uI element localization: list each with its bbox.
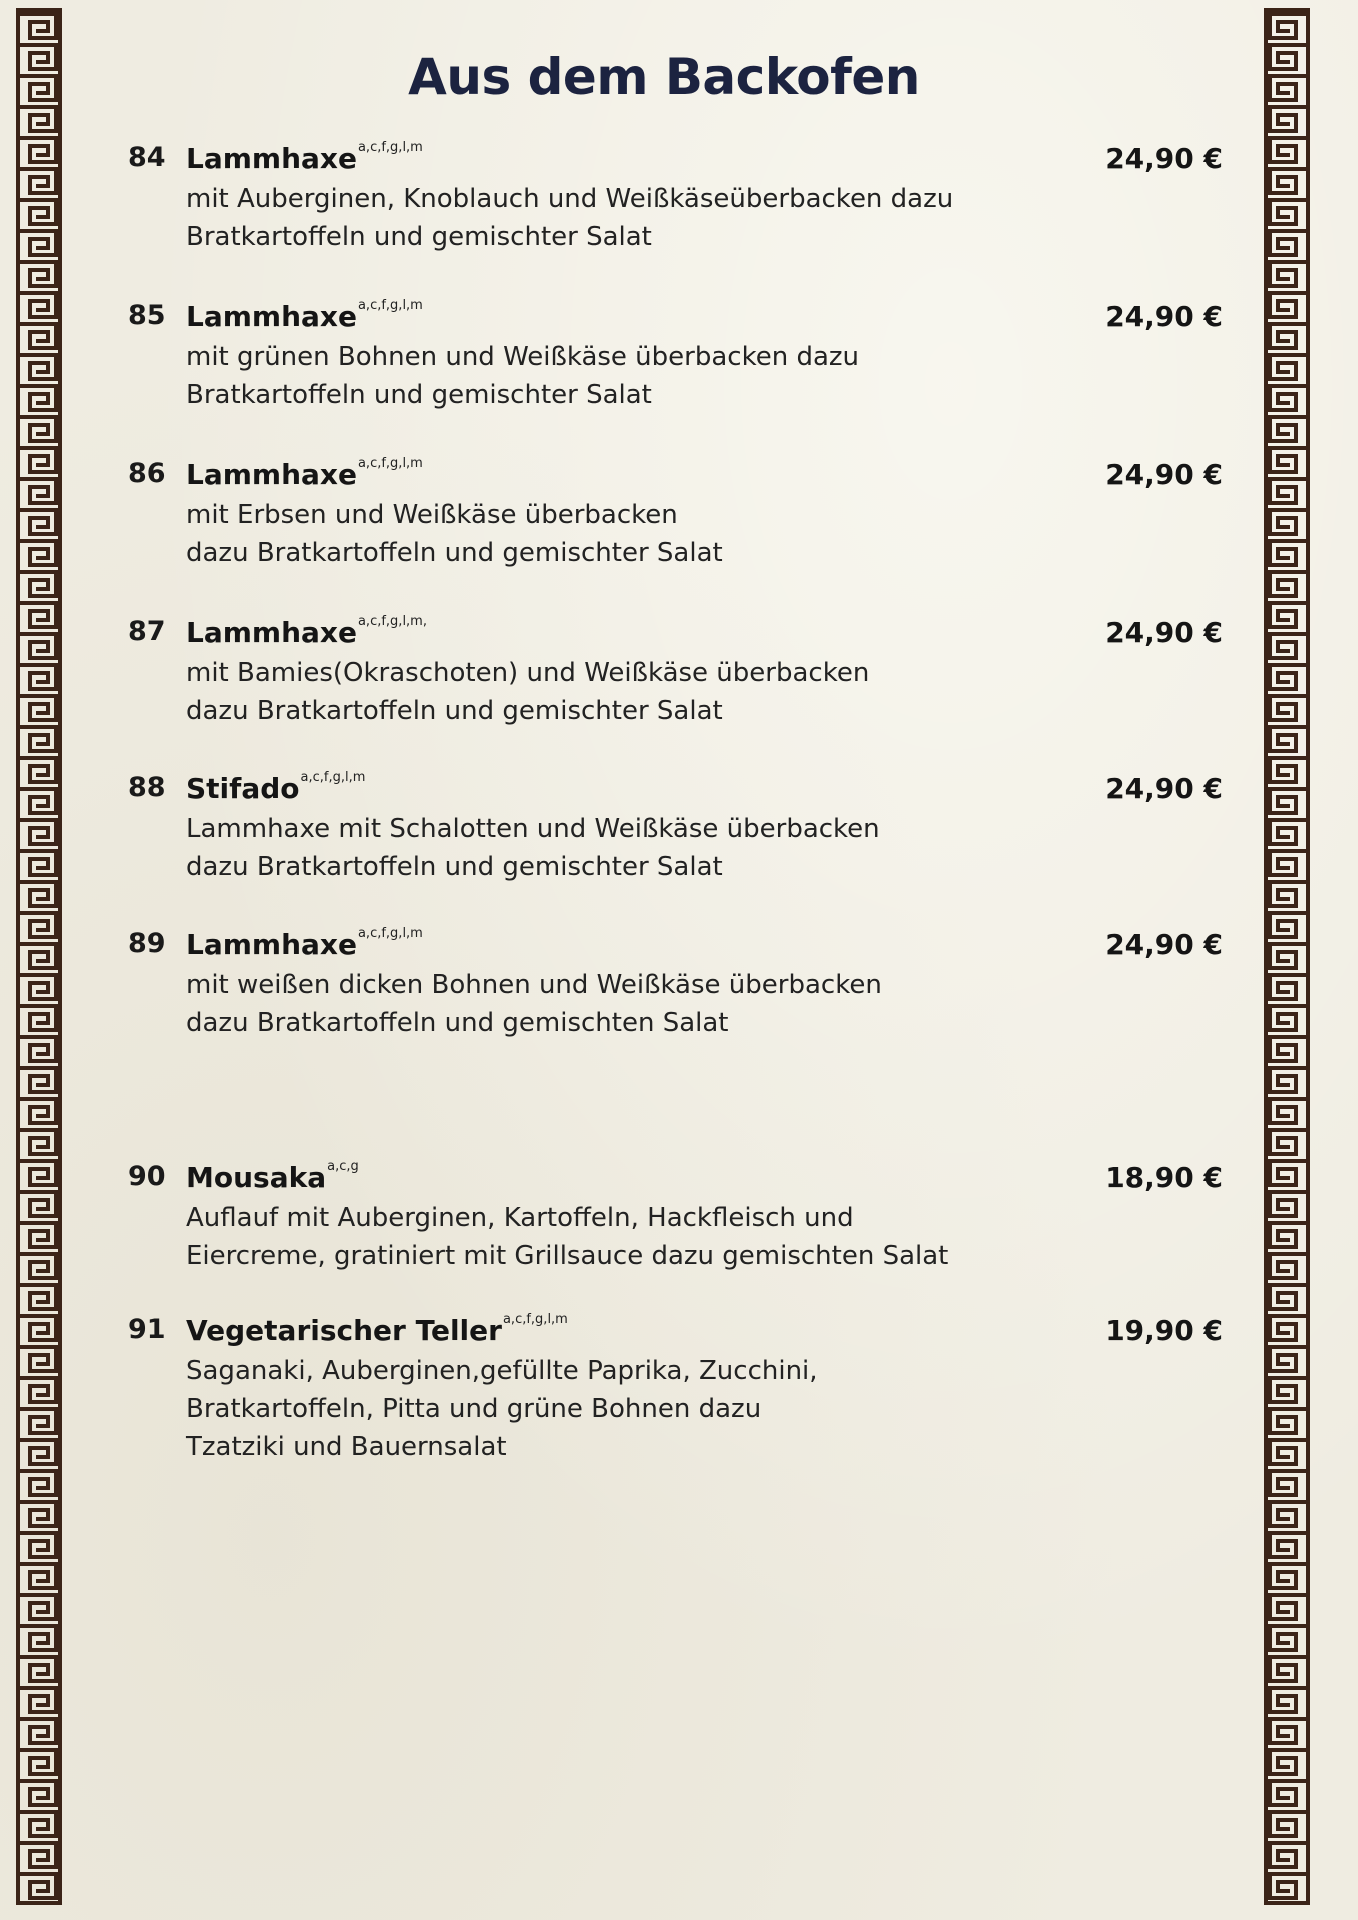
item-name-text: Lammhaxe (186, 458, 357, 491)
item-name (186, 616, 427, 649)
item-name-text: Lammhaxe (186, 616, 357, 649)
allergen-codes: a,c,f,g,l,m (300, 770, 366, 785)
description-line: Auflauf mit Auberginen, Kartoffeln, Hackfleisch und (186, 1203, 854, 1233)
description-line: Saganaki, Auberginen,gefüllte Paprika, Zucchini, (186, 1356, 818, 1386)
item-name-text: Lammhaxe (186, 928, 357, 961)
item-description (186, 338, 859, 414)
item-number: 88 (128, 772, 166, 803)
allergen-codes: a,c,f,g,l,m (502, 1312, 568, 1327)
allergen-codes: a,c,f,g,l,m (357, 140, 423, 155)
description-line: Eiercreme, gratiniert mit Grillsauce dazu gemischten Salat (186, 1241, 949, 1271)
item-description (186, 654, 869, 730)
item-number: 87 (128, 616, 166, 647)
item-price: 19,90 € (1105, 1314, 1223, 1347)
item-description (186, 810, 880, 886)
description-line: Tzatziki und Bauernsalat (186, 1432, 507, 1462)
item-name (186, 1314, 568, 1347)
description-line: dazu Bratkartoffeln und gemischter Salat (186, 852, 723, 882)
item-price: 24,90 € (1105, 458, 1223, 491)
item-name (186, 772, 365, 805)
item-name (186, 458, 423, 491)
item-name (186, 928, 423, 961)
item-price: 24,90 € (1105, 928, 1223, 961)
description-line: mit Bamies(Okraschoten) und Weißkäse überbacken (186, 658, 870, 688)
allergen-codes: a,c,f,g,l,m, (357, 614, 427, 629)
item-number: 86 (128, 458, 166, 489)
item-number: 85 (128, 300, 166, 331)
item-name (186, 300, 423, 333)
item-description (186, 1352, 818, 1466)
description-line: Bratkartoffeln und gemischter Salat (186, 380, 652, 410)
allergen-codes: a,c,f,g,l,m (357, 926, 423, 941)
item-price: 24,90 € (1105, 142, 1223, 175)
item-name-text: Mousaka (186, 1161, 327, 1194)
item-description (186, 180, 953, 256)
item-price: 24,90 € (1105, 300, 1223, 333)
item-number: 90 (128, 1161, 166, 1192)
description-line: mit Erbsen und Weißkäse überbacken (186, 500, 678, 530)
greek-key-border-right (1264, 8, 1310, 1914)
description-line: dazu Bratkartoffeln und gemischter Salat (186, 538, 723, 568)
item-description (186, 966, 882, 1042)
allergen-codes: a,c,f,g,l,m (357, 298, 423, 313)
item-description (186, 496, 723, 572)
item-name (186, 142, 423, 175)
item-number: 91 (128, 1314, 166, 1345)
item-name (186, 1161, 359, 1194)
item-number: 84 (128, 142, 166, 173)
item-price: 18,90 € (1105, 1161, 1223, 1194)
item-price: 24,90 € (1105, 616, 1223, 649)
description-line: Lammhaxe mit Schalotten und Weißkäse überbacken (186, 814, 880, 844)
item-price: 24,90 € (1105, 772, 1223, 805)
description-line: mit weißen dicken Bohnen und Weißkäse überbacken (186, 970, 882, 1000)
item-name-text: Lammhaxe (186, 300, 357, 333)
item-name-text: Stifado (186, 772, 300, 805)
description-line: mit grünen Bohnen und Weißkäse überbacken dazu (186, 342, 860, 372)
description-line: Bratkartoffeln und gemischter Salat (186, 222, 652, 252)
greek-key-border-left (16, 8, 62, 1914)
allergen-codes: a,c,g (327, 1159, 359, 1174)
item-name-text: Vegetarischer Teller (186, 1314, 502, 1347)
description-line: mit Auberginen, Knoblauch und Weißkäseüberbacken dazu (186, 184, 954, 214)
description-line: Bratkartoffeln, Pitta und grüne Bohnen dazu (186, 1394, 762, 1424)
page-title: Aus dem Backofen (408, 48, 920, 106)
item-description (186, 1199, 948, 1275)
allergen-codes: a,c,f,g,l,m (357, 456, 423, 471)
description-line: dazu Bratkartoffeln und gemischter Salat (186, 696, 723, 726)
item-number: 89 (128, 928, 166, 959)
item-name-text: Lammhaxe (186, 142, 357, 175)
description-line: dazu Bratkartoffeln und gemischten Salat (186, 1008, 729, 1038)
